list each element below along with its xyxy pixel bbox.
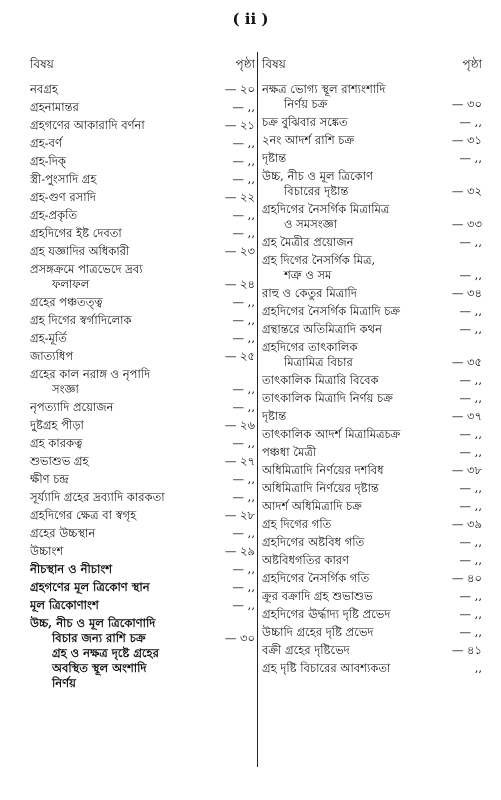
toc-entry-title: গ্রহনামান্তর [30,100,79,114]
toc-entry-title: তাৎকালিক মিত্রাদি নির্ণয় চক্র [262,391,393,405]
toc-entry-page: — ৩৭ [451,409,482,423]
toc-row [30,154,255,169]
toc-row [262,661,482,676]
toc-entry-title: গ্রহের কাল নরাঙ্গ ও নৃপাদি [30,367,151,381]
toc-entry-title: অধিমিত্রাদি নির্ণয়ের দশবিধ [262,463,384,477]
toc-row [30,454,255,469]
toc-entry-title: গ্রহ যজ্ঞাদির অধিকারী [30,244,130,258]
toc-entry-title: গ্রহ-গুণ রসাদি [30,190,96,204]
right-column-header [262,54,482,76]
toc-entry-title: নক্ষত্র ভোগ্য স্থূল রাশ্যংশাদি [262,82,386,96]
toc-entry-title: ফলাফল [52,277,90,291]
toc-row [30,244,255,259]
toc-row [30,349,255,364]
toc-entry-page: — ,, [459,535,482,549]
toc-entry-page: — ২৫ [224,349,255,363]
toc-row [262,202,482,217]
toc-entry-title: অবস্থিত স্থূল অংশাদি [52,661,147,675]
toc-row [30,262,255,277]
toc-entry-title: তাৎকালিক মিত্রারি বিবেক [262,373,379,387]
toc-entry-page: — ,, [459,235,482,249]
toc-entry-title: নির্ণয় চক্র [284,97,328,111]
toc-row [30,490,255,505]
toc-entry-page: — ,, [232,208,255,222]
toc-entry-title: গ্রহ দৃষ্টি বিচারের আবশ্যকতা [262,661,391,675]
toc-row [30,277,255,292]
toc-row [262,133,482,148]
toc-row [30,580,255,595]
toc-row [262,445,482,460]
toc-row [262,151,482,166]
toc-entry-title: দৃষ্টান্ত [262,151,287,165]
toc-row [262,463,482,478]
toc-entry-title: স্ত্রী-পুংসাদি গ্রহ [30,172,97,186]
toc-entry-page: — ৪১ [451,643,482,657]
toc-entry-page: — ৩৮ [451,463,482,477]
right-header-subject: বিষয় [262,57,286,71]
toc-entry-page: — ,, [459,445,482,459]
page-number: ( ii ) [232,10,269,28]
toc-row [262,427,482,442]
toc-row [262,499,482,514]
toc-entry-page: — ২৭ [224,454,255,468]
toc-row [30,676,255,691]
toc-row [30,472,255,487]
toc-entry-title: বিচারের দৃষ্টান্ত [284,184,349,198]
toc-row [262,253,482,268]
toc-entry-page: — ,, [459,589,482,603]
toc-row [262,571,482,586]
toc-entry-title: গ্রহদিগের নৈসর্গিক গতি [262,571,370,585]
toc-entry-page: — ৪০ [451,571,482,585]
toc-row [30,226,255,241]
toc-entry-title: মূল ত্রিকোণাংশ [30,598,99,612]
toc-row [30,367,255,382]
toc-entry-page: — ৩৪ [451,286,482,300]
toc-entry-title: অষ্টবিধগতির কারণ [262,553,350,567]
toc-entry-page: — ,, [232,295,255,309]
toc-entry-title: গ্রহদিগের অষ্টবিধ গতি [262,535,365,549]
toc-entry-title: ক্রূর বক্রাদি গ্রহ শুভাশুভ [262,589,373,603]
toc-entry-title: শুভাশুভ গ্রহ [30,454,89,468]
toc-entry-page: — ৩০ [224,631,255,645]
toc-entry-title: উচ্চ, নীচ ও মূল ত্রিকোণাদি [30,616,156,630]
toc-entry-title: গ্রহগণের মূল ত্রিকোণ স্থান [30,580,150,594]
toc-entry-page: — ,, [232,526,255,540]
toc-entry-title: নীচস্থান ও নীচাংশ [30,562,113,576]
toc-entry-title: উচ্চ, নীচ ও মূল ত্রিকোণ [262,169,373,183]
toc-entry-title: প্রসঙ্গক্রমে পাত্রভেদে দ্রব্য [30,262,143,276]
toc-entry-title: গ্রহের উচ্চস্থান [30,526,96,540]
toc-row [30,598,255,613]
toc-row [262,286,482,301]
toc-row [30,562,255,577]
toc-entry-page: — ,, [459,304,482,318]
toc-row [30,100,255,115]
toc-entry-page: — ,, [459,427,482,441]
toc-entry-title: গ্রহ-বর্ণ [30,136,62,150]
toc-entry-page: — ,, [232,580,255,594]
toc-entry-page: — ,, [232,562,255,576]
toc-entry-title: পঞ্চধা মৈত্রী [262,445,317,459]
toc-entry-page: — ,, [459,499,482,513]
toc-row [262,625,482,640]
toc-row [30,313,255,328]
toc-row [30,400,255,415]
toc-entry-page: — ,, [459,553,482,567]
toc-entry-title: বিচার জন্য রাশি চক্র [52,631,146,645]
toc-row [262,409,482,424]
toc-entry-page: — ,, [459,391,482,405]
toc-row [262,391,482,406]
toc-entry-page: — ২২ [224,190,255,204]
toc-entry-title: গ্রহ-দিক্ [30,154,66,168]
toc-entry-page: — ,, [232,100,255,114]
toc-row [30,118,255,133]
toc-row [262,589,482,604]
toc-entry-page: — ,, [459,115,482,129]
toc-entry-page: — ,, [459,481,482,495]
toc-entry-page: — ২৮ [224,508,255,522]
toc-entry-title: সংজ্ঞা [52,382,79,396]
toc-row [262,169,482,184]
toc-entry-page: — ,, [232,172,255,186]
toc-row [262,340,482,355]
toc-entry-title: গ্রহদিগের ইষ্ট দেবতা [30,226,122,240]
toc-row [262,115,482,130]
toc-entry-page: — ,, [459,322,482,336]
toc-entry-page: — ২৩ [224,244,255,258]
toc-entry-title: গ্রহ-মূর্তি [30,331,67,345]
toc-entry-page: — ,, [232,331,255,345]
toc-entry-page: — ২০ [224,82,255,96]
toc-entry-page: — ,, [459,607,482,621]
toc-entry-title: গ্রন্থান্তরে অতিমিত্রাদি কথন [262,322,382,336]
toc-row [30,661,255,676]
toc-entry-page: — ২৬ [224,418,255,432]
toc-entry-page: — ,, [459,151,482,165]
toc-entry-page: — ,, [232,382,255,396]
toc-entry-title: গ্রহ দিগের গতি [262,517,332,531]
toc-entry-page: — ,, [459,625,482,639]
toc-entry-page: ,, [474,661,482,675]
left-header-page: পৃষ্ঠা [235,57,255,71]
toc-entry-title: অধিমিত্রাদি নির্ণয়ের দৃষ্টান্ত [262,481,379,495]
toc-row [30,208,255,223]
toc-row [30,382,255,397]
toc-entry-title: নৃপত্যাদি প্রয়োজন [30,400,114,414]
toc-row [30,190,255,205]
left-column [30,54,255,691]
toc-entry-page: — ,, [459,268,482,282]
toc-row [30,331,255,346]
toc-entry-title: ক্ষীণ চন্দ্র [30,472,69,486]
toc-entry-title: গ্রহ ও নক্ষত্র দৃষ্টে গ্রহের [52,646,159,660]
toc-entry-title: গ্রহ দিগের স্বর্গাদিলোক [30,313,132,327]
left-header-subject: বিষয় [30,57,54,71]
toc-row [262,517,482,532]
toc-entry-page: — ,, [232,436,255,450]
toc-entry-title: তাৎকালিক আদর্শ মিত্রামিত্রচক্র [262,427,401,441]
toc-row [262,355,482,370]
toc-row [30,646,255,661]
toc-entry-title: গ্রহদিগের তাৎকালিক [262,340,358,354]
toc-entry-title: শত্রু ও সম [284,268,332,282]
toc-entry-page: — ,, [232,400,255,414]
toc-entry-title: গ্রহদিগের নৈসর্গিক মিত্রামিত্র [262,202,390,216]
toc-row [262,217,482,232]
toc-row [30,544,255,559]
toc-row [30,616,255,631]
toc-entry-page: — ৩৫ [451,355,482,369]
toc-entry-title: গ্রহদিগের ঊর্দ্ধাদ্য দৃষ্টি প্রভেদ [262,607,391,621]
toc-row [262,304,482,319]
right-column [262,54,482,676]
toc-entry-title: মিত্রামিত্র বিচার [284,355,353,369]
toc-entry-page: — ৩০ [451,97,482,111]
toc-entry-title: বক্রী গ্রহের দৃষ্টিভেদ [262,643,350,657]
toc-entry-title: গ্রহ কারকত্ব [30,436,83,450]
toc-row [30,418,255,433]
toc-entry-title: উচ্চাদি গ্রহের দৃষ্টি প্রভেদ [262,625,374,639]
toc-entry-title: গ্রহদিগের নৈসর্গিক মিত্রাদি চক্র [262,304,401,318]
left-toc-list [30,82,255,691]
toc-row [262,184,482,199]
toc-entry-title: গ্রহ মৈত্রীর প্রয়োজন [262,235,354,249]
toc-row [30,508,255,523]
column-divider [257,52,258,767]
toc-row [262,322,482,337]
toc-entry-page: — ২১ [224,118,255,132]
toc-entry-title: দৃষ্টান্ত [262,409,287,423]
toc-row [262,268,482,283]
toc-entry-title: চক্র বুঝিবার সঙ্কেত [262,115,348,129]
toc-entry-page: — ২৪ [224,277,255,291]
toc-entry-title: সূর্য্যাদি গ্রহের দ্রব্যাদি কারকতা [30,490,165,504]
toc-row [262,82,482,97]
toc-entry-page: — ৩৯ [451,517,482,531]
toc-entry-title: নবগ্রহ [30,82,58,96]
toc-row [262,535,482,550]
toc-entry-title: গ্রহদিগের ক্ষেত্র বা স্বগৃহ [30,508,137,522]
toc-row [30,82,255,97]
toc-entry-title: ২নং আদর্শ রাশি চক্র [262,133,355,147]
toc-row [30,631,255,646]
toc-entry-page: — ৩১ [451,133,482,147]
toc-entry-page: — ,, [232,313,255,327]
toc-row [262,607,482,622]
toc-row [262,643,482,658]
toc-entry-page: — ,, [232,598,255,612]
toc-row [30,295,255,310]
toc-entry-page: — ২৯ [224,544,255,558]
toc-row [262,481,482,496]
toc-entry-title: নির্ণয় [52,676,76,690]
toc-row [262,373,482,388]
right-header-page: পৃষ্ঠা [462,57,482,71]
toc-entry-page: — ,, [232,472,255,486]
toc-entry-page: — ৩৩ [451,217,482,231]
right-toc-list [262,82,482,676]
toc-entry-title: গ্রহগণের আকারাদি বর্ণনা [30,118,145,132]
left-column-header [30,54,255,76]
toc-entry-page: — ,, [232,490,255,504]
toc-entry-title: দুষ্টগ্রহ পীড়া [30,418,84,432]
toc-entry-page: — ,, [459,373,482,387]
toc-entry-title: উচ্চাংশ [30,544,64,558]
toc-entry-title: গ্রহের পঞ্চতত্ত্ব [30,295,103,309]
toc-entry-title: জাত্যধিপ [30,349,74,363]
toc-entry-title: আদর্শ অধিমিত্রাদি চক্র [262,499,362,513]
toc-row [262,97,482,112]
toc-entry-page: — ,, [232,136,255,150]
toc-row [262,235,482,250]
toc-entry-page: — ৩২ [451,184,482,198]
toc-row [30,172,255,187]
toc-entry-title: গ্রহ-প্রকৃতি [30,208,78,222]
toc-entry-page: — ,, [232,154,255,168]
toc-row [262,553,482,568]
toc-entry-title: রাহু ও কেতুর মিত্রাদি [262,286,357,300]
toc-entry-page: — ,, [232,226,255,240]
toc-row [30,526,255,541]
toc-row [30,436,255,451]
toc-entry-title: ও সমসংজ্ঞা [284,217,337,231]
toc-row [30,136,255,151]
toc-entry-title: গ্রহ দিগের নৈসর্গিক মিত্র, [262,253,376,267]
